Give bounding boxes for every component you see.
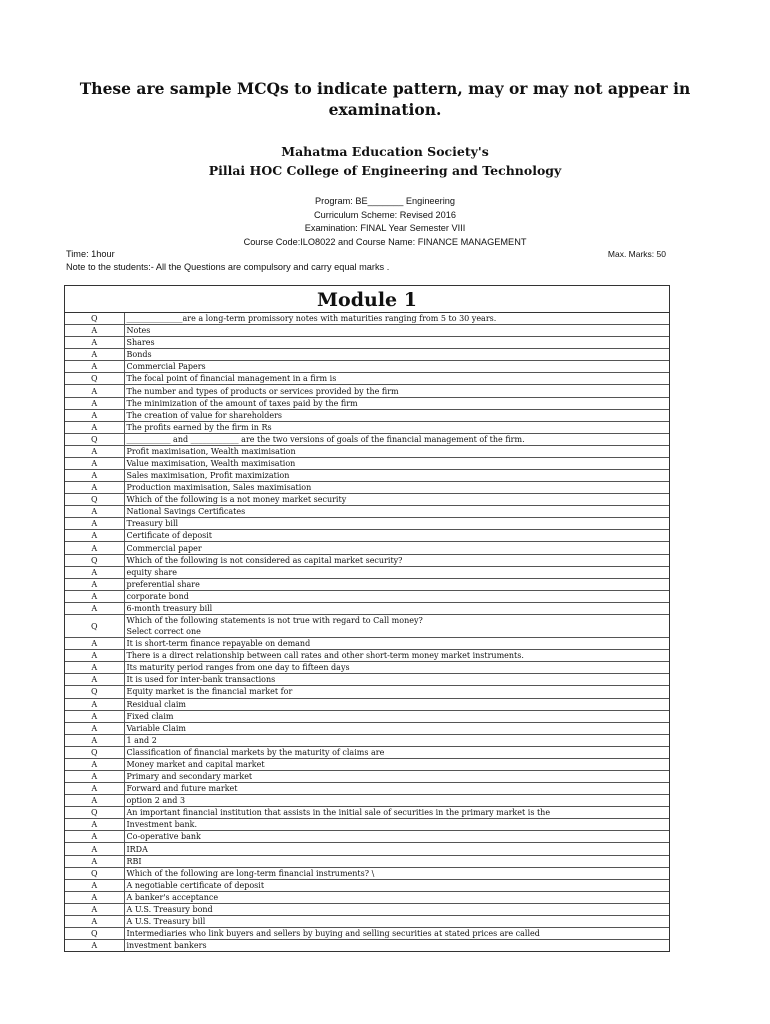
- question-row: [65, 313, 669, 325]
- row-type-label: Q: [65, 373, 124, 385]
- answer-row: [65, 662, 669, 674]
- row-type-label: A: [65, 578, 124, 590]
- row-type-label: A: [65, 819, 124, 831]
- row-type-label: Q: [65, 433, 124, 445]
- row-type-label: A: [65, 795, 124, 807]
- row-type-label: A: [65, 650, 124, 662]
- answer-row: [65, 482, 669, 494]
- row-type-label: A: [65, 590, 124, 602]
- question-text: Intermediaries who link buyers and sellers by buying and selling securities at stated prices are called: [124, 928, 669, 940]
- answer-option-text: RBI: [124, 855, 669, 867]
- answer-row: [65, 650, 669, 662]
- answer-option-text: Money market and capital market: [124, 758, 669, 770]
- answer-row: [65, 795, 669, 807]
- answer-option-text: preferential share: [124, 578, 669, 590]
- answer-option-text: Value maximisation, Wealth maximisation: [124, 457, 669, 469]
- answer-row: [65, 722, 669, 734]
- answer-row: [65, 891, 669, 903]
- question-row: [65, 746, 669, 758]
- row-type-label: A: [65, 710, 124, 722]
- question-text: Equity market is the financial market for: [124, 686, 669, 698]
- row-type-label: A: [65, 855, 124, 867]
- answer-row: [65, 506, 669, 518]
- row-type-label: A: [65, 915, 124, 927]
- answer-option-text: A U.S. Treasury bill: [124, 915, 669, 927]
- question-row: [65, 554, 669, 566]
- answer-row: [65, 710, 669, 722]
- answer-row: [65, 361, 669, 373]
- answer-option-text: The creation of value for shareholders: [124, 409, 669, 421]
- answer-row: [65, 385, 669, 397]
- row-type-label: Q: [65, 614, 124, 637]
- program-details: [60, 195, 710, 249]
- row-type-label: A: [65, 518, 124, 530]
- question-row: [65, 686, 669, 698]
- answer-option-text: Treasury bill: [124, 518, 669, 530]
- answer-row: [65, 758, 669, 770]
- answer-option-text: It is used for inter-bank transactions: [124, 674, 669, 686]
- answer-row: [65, 542, 669, 554]
- answer-option-text: Shares: [124, 337, 669, 349]
- row-type-label: A: [65, 385, 124, 397]
- answer-option-text: Variable Claim: [124, 722, 669, 734]
- answer-option-text: The number and types of products or services provided by the firm: [124, 385, 669, 397]
- question-text: The focal point of financial management in a firm is: [124, 373, 669, 385]
- answer-option-text: A U.S. Treasury bond: [124, 903, 669, 915]
- row-type-label: A: [65, 831, 124, 843]
- question-text: Classification of financial markets by the maturity of claims are: [124, 746, 669, 758]
- answer-row: [65, 590, 669, 602]
- row-type-label: Q: [65, 686, 124, 698]
- answer-row: [65, 325, 669, 337]
- answer-option-text: The minimization of the amount of taxes paid by the firm: [124, 397, 669, 409]
- row-type-label: A: [65, 397, 124, 409]
- answer-row: [65, 903, 669, 915]
- answer-option-text: Investment bank.: [124, 819, 669, 831]
- row-type-label: A: [65, 879, 124, 891]
- examination-line: Examination: FINAL Year Semester VIII: [304, 223, 466, 233]
- answer-row: [65, 409, 669, 421]
- row-type-label: A: [65, 421, 124, 433]
- answer-option-text: There is a direct relationship between call rates and other short-term money market instruments.: [124, 650, 669, 662]
- answer-row: [65, 602, 669, 614]
- row-type-label: A: [65, 722, 124, 734]
- module-title: Module 1: [65, 286, 669, 313]
- answer-option-text: A banker's acceptance: [124, 891, 669, 903]
- question-text: ______________are a long-term promissory notes with maturities ranging from 5 to 30 years.: [124, 313, 669, 325]
- answer-option-text: Fixed claim: [124, 710, 669, 722]
- row-type-label: Q: [65, 746, 124, 758]
- row-type-label: Q: [65, 494, 124, 506]
- answer-option-text: IRDA: [124, 843, 669, 855]
- row-type-label: Q: [65, 554, 124, 566]
- row-type-label: A: [65, 337, 124, 349]
- curriculum-line: Curriculum Scheme: Revised 2016: [314, 209, 456, 220]
- question-row: [65, 433, 669, 445]
- row-type-label: A: [65, 940, 124, 952]
- row-type-label: A: [65, 482, 124, 494]
- answer-row: [65, 771, 669, 783]
- course-line: Course Code:ILO8022 and Course Name: FINANCE MANAGEMENT: [243, 236, 527, 247]
- answer-row: [65, 518, 669, 530]
- row-type-label: A: [65, 698, 124, 710]
- row-type-label: A: [65, 349, 124, 361]
- answer-row: [65, 337, 669, 349]
- max-marks: Max. Marks: 50: [607, 249, 666, 259]
- answer-row: [65, 831, 669, 843]
- question-row: [65, 614, 669, 637]
- answer-option-text: 6-month treasury bill: [124, 602, 669, 614]
- mcq-table: [65, 313, 669, 951]
- answer-option-text: Certificate of deposit: [124, 530, 669, 542]
- question-text-line: Select correct one: [126, 627, 201, 637]
- answer-option-text: Production maximisation, Sales maximisation: [124, 482, 669, 494]
- answer-option-text: National Savings Certificates: [124, 506, 669, 518]
- question-text: [124, 614, 669, 637]
- row-type-label: A: [65, 638, 124, 650]
- answer-row: [65, 843, 669, 855]
- institution-header: [60, 142, 710, 180]
- answer-row: [65, 638, 669, 650]
- student-note: Note to the students:- All the Questions are compulsory and carry equal marks .: [66, 262, 390, 272]
- question-text: Which of the following is not considered as capital market security?: [124, 554, 669, 566]
- answer-option-text: Profit maximisation, Wealth maximisation: [124, 445, 669, 457]
- answer-row: [65, 819, 669, 831]
- row-type-label: A: [65, 325, 124, 337]
- exam-banner: These are sample MCQs to indicate pattern, may or may not appear in examination.: [79, 79, 691, 119]
- answer-row: [65, 915, 669, 927]
- answer-row: [65, 940, 669, 952]
- question-row: [65, 807, 669, 819]
- row-type-label: Q: [65, 807, 124, 819]
- answer-option-text: corporate bond: [124, 590, 669, 602]
- answer-option-text: Sales maximisation, Profit maximization: [124, 470, 669, 482]
- program-line: Program: BE_______ Engineering: [315, 196, 455, 206]
- answer-row: [65, 578, 669, 590]
- question-text: Which of the following is a not money market security: [124, 494, 669, 506]
- answer-row: [65, 855, 669, 867]
- row-type-label: A: [65, 903, 124, 915]
- answer-option-text: Commercial paper: [124, 542, 669, 554]
- answer-row: [65, 457, 669, 469]
- row-type-label: A: [65, 843, 124, 855]
- row-type-label: A: [65, 361, 124, 373]
- row-type-label: A: [65, 758, 124, 770]
- row-type-label: A: [65, 674, 124, 686]
- row-type-label: A: [65, 771, 124, 783]
- college-name: Pillai HOC College of Engineering and Technology: [208, 163, 562, 178]
- society-name: Mahatma Education Society's: [281, 144, 489, 159]
- question-row: [65, 494, 669, 506]
- row-type-label: Q: [65, 928, 124, 940]
- row-type-label: A: [65, 734, 124, 746]
- row-type-label: A: [65, 602, 124, 614]
- answer-row: [65, 734, 669, 746]
- answer-row: [65, 783, 669, 795]
- row-type-label: A: [65, 542, 124, 554]
- answer-option-text: A negotiable certificate of deposit: [124, 879, 669, 891]
- answer-row: [65, 445, 669, 457]
- answer-row: [65, 698, 669, 710]
- question-text: An important financial institution that assists in the initial sale of securities in the primary market is the: [124, 807, 669, 819]
- row-type-label: A: [65, 530, 124, 542]
- row-type-label: A: [65, 409, 124, 421]
- answer-option-text: 1 and 2: [124, 734, 669, 746]
- answer-option-text: The profits earned by the firm in Rs: [124, 421, 669, 433]
- row-type-label: A: [65, 470, 124, 482]
- question-row: [65, 928, 669, 940]
- answer-option-text: It is short-term finance repayable on demand: [124, 638, 669, 650]
- answer-option-text: Its maturity period ranges from one day to fifteen days: [124, 662, 669, 674]
- answer-option-text: Co-operative bank: [124, 831, 669, 843]
- answer-row: [65, 421, 669, 433]
- question-row: [65, 867, 669, 879]
- question-text: Which of the following are long-term financial instruments? \: [124, 867, 669, 879]
- mcq-table-container: [64, 285, 670, 952]
- row-type-label: Q: [65, 313, 124, 325]
- answer-row: [65, 530, 669, 542]
- row-type-label: A: [65, 457, 124, 469]
- row-type-label: Q: [65, 867, 124, 879]
- answer-option-text: Notes: [124, 325, 669, 337]
- answer-option-text: Primary and secondary market: [124, 771, 669, 783]
- answer-row: [65, 349, 669, 361]
- row-type-label: A: [65, 506, 124, 518]
- exam-time: Time: 1hour: [66, 249, 115, 259]
- question-row: [65, 373, 669, 385]
- row-type-label: A: [65, 445, 124, 457]
- answer-row: [65, 879, 669, 891]
- row-type-label: A: [65, 566, 124, 578]
- answer-option-text: option 2 and 3: [124, 795, 669, 807]
- answer-option-text: Commercial Papers: [124, 361, 669, 373]
- answer-option-text: Forward and future market: [124, 783, 669, 795]
- answer-option-text: investment bankers: [126, 941, 207, 951]
- answer-row: [65, 397, 669, 409]
- row-type-label: A: [65, 662, 124, 674]
- question-text: ___________ and ____________ are the two versions of goals of the financial management of the firm.: [124, 433, 669, 445]
- answer-option-text: Bonds: [124, 349, 669, 361]
- answer-row: [65, 674, 669, 686]
- answer-option-text: Residual claim: [124, 698, 669, 710]
- question-text-line: Which of the following statements is not true with regard to Call money?: [126, 616, 423, 626]
- row-type-label: A: [65, 783, 124, 795]
- answer-option-text: equity share: [124, 566, 669, 578]
- answer-row: [65, 470, 669, 482]
- row-type-label: A: [65, 891, 124, 903]
- answer-row: [65, 566, 669, 578]
